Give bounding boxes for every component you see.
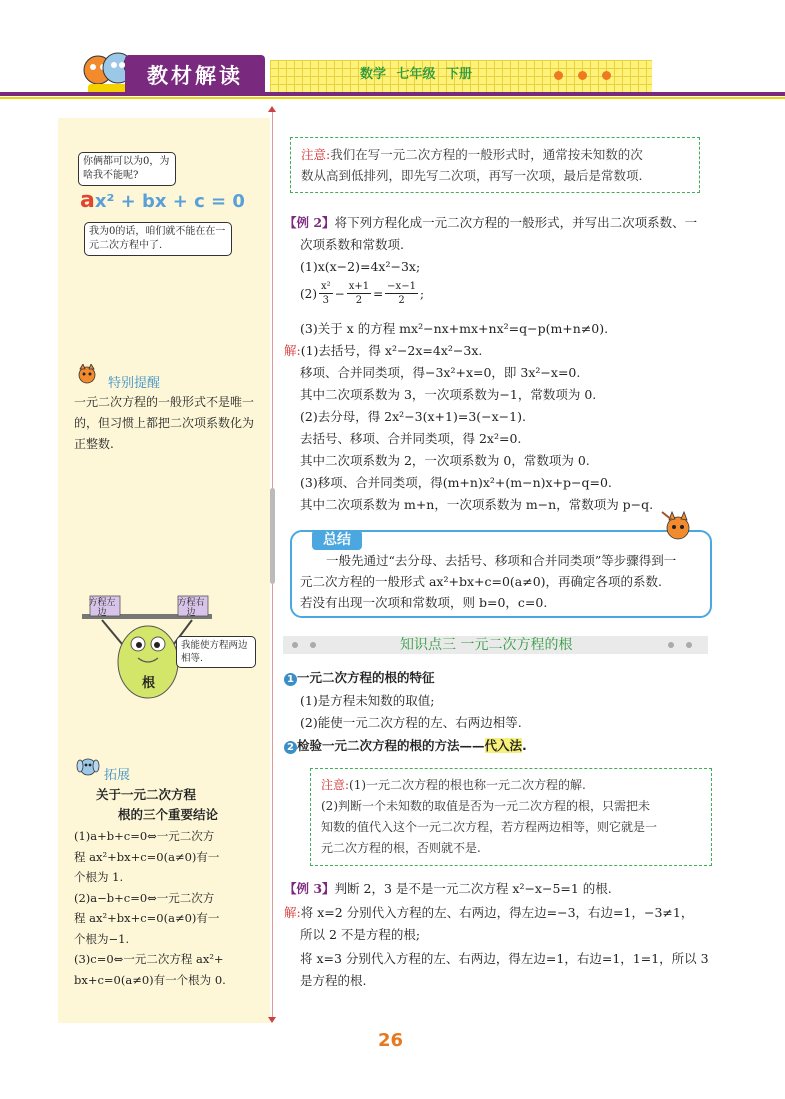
note-box: [310, 768, 712, 866]
solution-text: 是方程的根.: [300, 973, 367, 988]
extension-heading-1: 关于一元二次方程: [96, 787, 197, 802]
knowledge-point-title: 知识点三 一元二次方程的根: [400, 637, 573, 653]
header-subject: 数学 七年级 下册: [360, 67, 473, 82]
solution-text: (3)移项、合并同类项，得(m+n)x²+(m−n)x+p−q=0.: [300, 475, 612, 490]
solution-text: 其中二次项系数为 3，一次项系数为−1，常数项为 0.: [300, 387, 597, 402]
summary-text: 若没有出现一次项和常数项，则 b=0，c=0.: [300, 595, 548, 610]
extension-line: bx+c=0(a≠0)有一个根为 0.: [74, 972, 226, 987]
fraction-numerator: x+1: [348, 281, 370, 292]
kp-item-line: (1)是方程未知数的取值;: [300, 693, 435, 708]
header-rule: [0, 92, 785, 96]
question-3: (3)关于 x 的方程 mx²−nx+mx+nx²=q−p(m+n≠0).: [300, 321, 609, 336]
fox-pointer-icon: [660, 510, 696, 546]
note-text: 知数的值代入这个一元二次方程，若方程两边相等，则它就是一: [321, 820, 658, 834]
fraction-denominator: 3: [322, 295, 330, 306]
kp-item-title: 检验一元二次方程的根的方法——: [297, 738, 485, 753]
tip-text: 一元二次方程的一般形式不是唯一的，但习惯上都把二次项系数化为正整数.: [74, 395, 255, 451]
kp-item-title: 一元二次方程的根的特征: [297, 670, 435, 685]
fraction-denominator: 2: [398, 295, 405, 306]
header-title: 教材解读: [125, 55, 265, 95]
kp-item-end: .: [522, 738, 527, 753]
solution-text: 将 x=2 分别代入方程的左、右两边，得左边=−3，右边=1，−3≠1，: [300, 905, 694, 920]
q2-end: ;: [419, 286, 424, 301]
fraction: [319, 280, 333, 307]
note-box: [290, 137, 700, 193]
solution-line: [284, 902, 693, 923]
solution-line: [284, 340, 482, 361]
note-text: 元二次方程的根，否则就不是.: [321, 841, 481, 855]
extension-line: 个根为−1.: [74, 931, 130, 946]
example-text: 将下列方程化成一元二次方程的一般形式，并写出二次项系数、一: [334, 215, 698, 230]
solution-text: 所以 2 不是方程的根;: [300, 927, 421, 942]
q2-equals: =: [373, 286, 384, 301]
example-text: 判断 2，3 是不是一元二次方程 x²−x−5=1 的根.: [334, 881, 612, 896]
q2-minus: −: [334, 286, 345, 301]
root-label: 根: [142, 676, 156, 691]
solution-text: 其中二次项系数为 2，一次项系数为 0，常数项为 0.: [300, 453, 590, 468]
fox-icon: [76, 364, 98, 388]
plank-right-label: 方程右边: [177, 598, 205, 618]
fraction-numerator: −x−1: [387, 281, 416, 292]
extension-line: 程 ax²+bx+c=0(a≠0)有一: [74, 911, 220, 925]
kp-item-1: [284, 668, 435, 686]
kp-item-2: [284, 736, 527, 754]
header-dot: [602, 71, 611, 80]
example-3-line: [284, 878, 612, 899]
extension-title: 拓展: [104, 768, 131, 783]
summary-text: 一般先通过“去分母、去括号、移项和合并同类项”等步骤得到一: [326, 553, 677, 568]
cartoon-formula: [80, 188, 245, 213]
q2-prefix: (2): [300, 286, 317, 301]
extension-heading-2: 根的三个重要结论: [118, 807, 219, 822]
plank-left-label: 方程左边: [88, 598, 116, 618]
highlight-text: 代入法: [484, 738, 523, 753]
bar-dot: [292, 642, 298, 648]
extension-line: (1)a+b+c=0⇔一元二次方: [74, 829, 215, 843]
scroll-down-arrow-icon[interactable]: [268, 1017, 276, 1023]
question-1: (1)x(x−2)=4x²−3x;: [300, 259, 421, 274]
scroll-up-arrow-icon[interactable]: [268, 106, 276, 112]
solution-text: (1)去括号，得 x²−2x=4x²−3x.: [300, 343, 483, 358]
bar-dot: [310, 642, 316, 648]
extension-line: 个根为 1.: [74, 870, 124, 884]
bar-dot: [668, 642, 674, 648]
number-badge: 1: [284, 673, 297, 686]
header-rule: [0, 97, 785, 99]
header-dot: [578, 71, 587, 80]
extension-line: 程 ax²+bx+c=0(a≠0)有一: [74, 849, 220, 864]
extension-line: (2)a−b+c=0⇔一元二次方: [74, 890, 215, 905]
fraction: [385, 280, 418, 307]
note-text: 我们在写一元二次方程的一般形式时，通常按未知数的次: [330, 147, 643, 162]
solution-text: 其中二次项系数为 m+n，一次项系数为 m−n，常数项为 p−q.: [300, 497, 654, 512]
note-text: (2)判断一个未知数的取值是否为一元二次方程的根，只需把未: [321, 799, 651, 813]
solution-label: 解:: [284, 905, 301, 920]
example-label: 【例 3】: [284, 881, 335, 896]
page-number: 26: [378, 1030, 404, 1051]
extension-line: (3)c=0⇔一元二次方程 ax²+: [74, 952, 224, 966]
header-dot: [554, 71, 563, 80]
example-label: 【例 2】: [284, 215, 335, 230]
speech-bubble: 我为0的话，咱们就不能在在一元二次方程中了.: [84, 222, 232, 256]
summary-tab: 总结: [312, 530, 362, 550]
tip-title: 特别提醒: [108, 376, 161, 391]
note-text: 数从高到低排列，即先写二次项，再写一次项，最后是常数项.: [301, 168, 643, 183]
number-badge: 2: [284, 741, 297, 754]
speech-bubble: 你俩都可以为0，为啥我不能呢?: [78, 152, 176, 186]
elephant-icon: [76, 756, 100, 782]
solution-text: 移项、合并同类项，得−3x²+x=0，即 3x²−x=0.: [300, 365, 581, 380]
summary-text: 元二次方程的一般形式 ax²+bx+c=0(a≠0)，再确定各项的系数.: [300, 574, 663, 589]
fraction-numerator: x²: [321, 281, 331, 292]
solution-label: 解:: [284, 343, 301, 358]
question-2: [300, 280, 424, 307]
fraction: [347, 280, 371, 307]
solution-text: (2)去分母，得 2x²−3(x+1)=3(−x−1).: [300, 409, 526, 424]
kp-item-line: (2)能使一元二次方程的左、右两边相等.: [300, 715, 522, 730]
formula-rest: x² + bx + c = 0: [94, 191, 245, 212]
note-text: (1)一元二次方程的根也称一元二次方程的解.: [349, 778, 586, 792]
formula-a: a: [80, 188, 95, 213]
example-text: 次项系数和常数项.: [300, 237, 404, 252]
example-2-line: [284, 212, 697, 233]
solution-text: 将 x=3 分别代入方程的左、右两边，得左边=1，右边=1，1=1，所以 3: [300, 951, 709, 966]
solution-text: 去括号、移项、合并同类项，得 2x²=0.: [300, 431, 522, 446]
extension-list: [74, 826, 268, 990]
note-label: 注意:: [301, 147, 331, 162]
note-label: 注意:: [321, 778, 350, 792]
root-speech-bubble: 我能使方程两边相等.: [176, 636, 256, 668]
bar-dot: [686, 642, 692, 648]
scrollbar-thumb[interactable]: [270, 488, 275, 584]
fraction-denominator: 2: [355, 295, 363, 306]
